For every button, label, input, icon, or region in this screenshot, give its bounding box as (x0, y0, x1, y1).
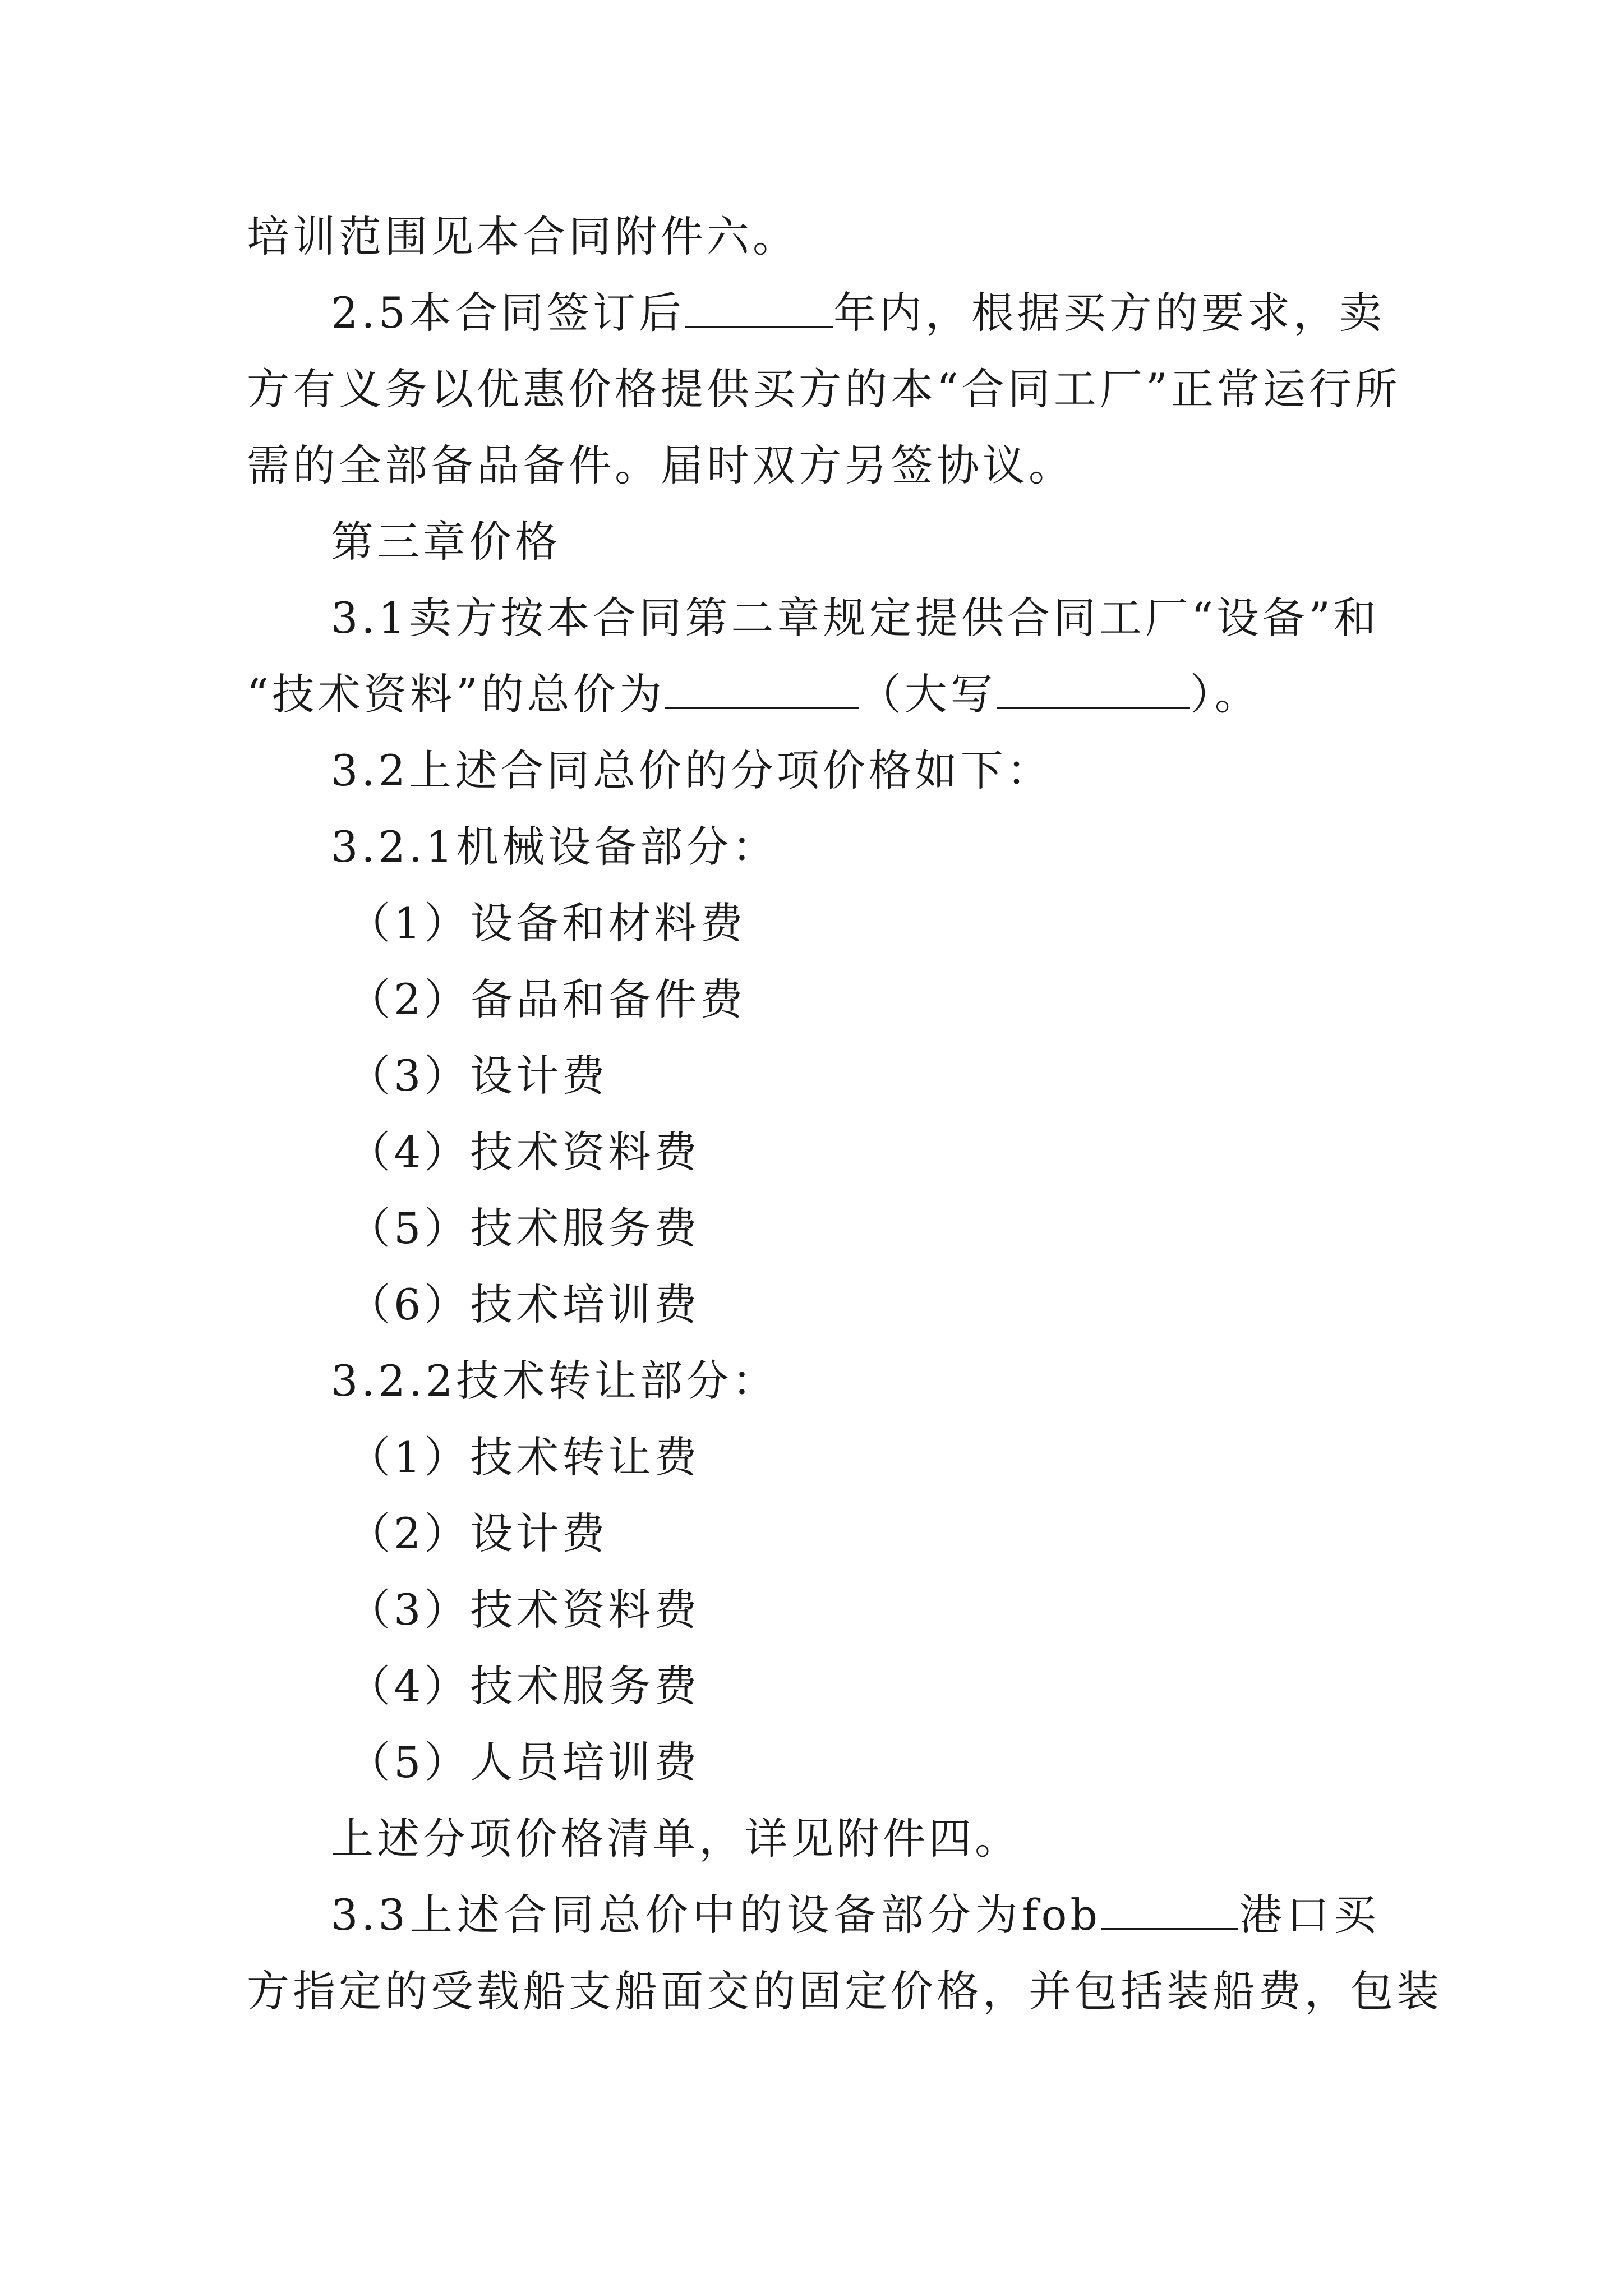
list-item (348, 1048, 1380, 1104)
text: （4）技术服务费 (348, 1661, 700, 1711)
blank-field-total-price-uppercase[interactable] (997, 668, 1190, 709)
text: （大写 (858, 669, 997, 719)
clause-3-3-line (331, 1887, 1380, 1943)
list-item (348, 1506, 1380, 1562)
paragraph-line-24 (247, 1963, 1442, 2019)
list-item (348, 1429, 1380, 1485)
text: （1）技术转让费 (348, 1432, 700, 1482)
text: 3.3上述合同总价中的设备部分为fob (331, 1890, 1101, 1940)
list-item (348, 1124, 1380, 1180)
text: 2.5本合同签订后 (331, 288, 685, 338)
list-item (348, 1734, 1380, 1791)
text: （5）技术服务费 (348, 1203, 700, 1253)
paragraph-line-4 (247, 438, 1380, 494)
text: 上述分项价格清单，详见附件四。 (331, 1814, 1021, 1864)
text: （3）技术资料费 (348, 1585, 700, 1635)
clause-3-2-2-heading (331, 1353, 1380, 1409)
text: （5）人员培训费 (348, 1737, 700, 1787)
blank-field-total-price[interactable] (665, 668, 859, 709)
text: 3.2.2技术转让部分： (331, 1356, 778, 1406)
chapter-title: 第三章价格 (331, 517, 561, 567)
text: 培训范围见本合同附件六。 (247, 211, 799, 261)
paragraph-line-3 (247, 361, 1401, 417)
text: （3）设计费 (348, 1051, 608, 1101)
text: 3.2.1机械设备部分： (331, 822, 778, 872)
paragraph-line-1 (247, 209, 1380, 265)
clause-3-2-1-heading (331, 819, 1380, 875)
price-list-note (331, 1811, 1380, 1867)
list-item (348, 1582, 1380, 1638)
text: 方指定的受载船支船面交的固定价格，并包括装船费，包装 (247, 1966, 1442, 2016)
blank-field-years[interactable] (685, 287, 833, 328)
text: 3.1卖方按本合同第二章规定提供合同工厂“设备”和 (331, 593, 1380, 643)
text: （2）备品和备件费 (348, 974, 746, 1024)
clause-2-5-line (331, 285, 1385, 341)
list-item (348, 972, 1380, 1028)
list-item (348, 1200, 1380, 1257)
text: 3.2上述合同总价的分项价格如下： (331, 746, 1053, 795)
list-item (348, 1277, 1380, 1333)
list-item (348, 895, 1380, 951)
text: 港口买 (1238, 1890, 1380, 1940)
text: 方有义务以优惠价格提供买方的本“合同工厂”正常运行所 (247, 364, 1401, 414)
text: ）。 (1189, 669, 1261, 719)
blank-field-port[interactable] (1101, 1889, 1238, 1930)
text: （2）设计费 (348, 1508, 608, 1558)
total-price-line (247, 666, 1380, 723)
text: 需的全部备品备件。届时双方另签协议。 (247, 440, 1075, 490)
text: （6）技术培训费 (348, 1280, 700, 1329)
text: （1）设备和材料费 (348, 898, 746, 948)
chapter-heading (331, 514, 1380, 570)
clause-3-2-line (331, 743, 1380, 799)
clause-3-1-line (331, 590, 1380, 646)
text: “技术资料”的总价为 (247, 669, 665, 719)
list-item (348, 1658, 1380, 1714)
text: （4）技术资料费 (348, 1127, 700, 1177)
text: 年内，根据买方的要求，卖 (833, 288, 1385, 338)
